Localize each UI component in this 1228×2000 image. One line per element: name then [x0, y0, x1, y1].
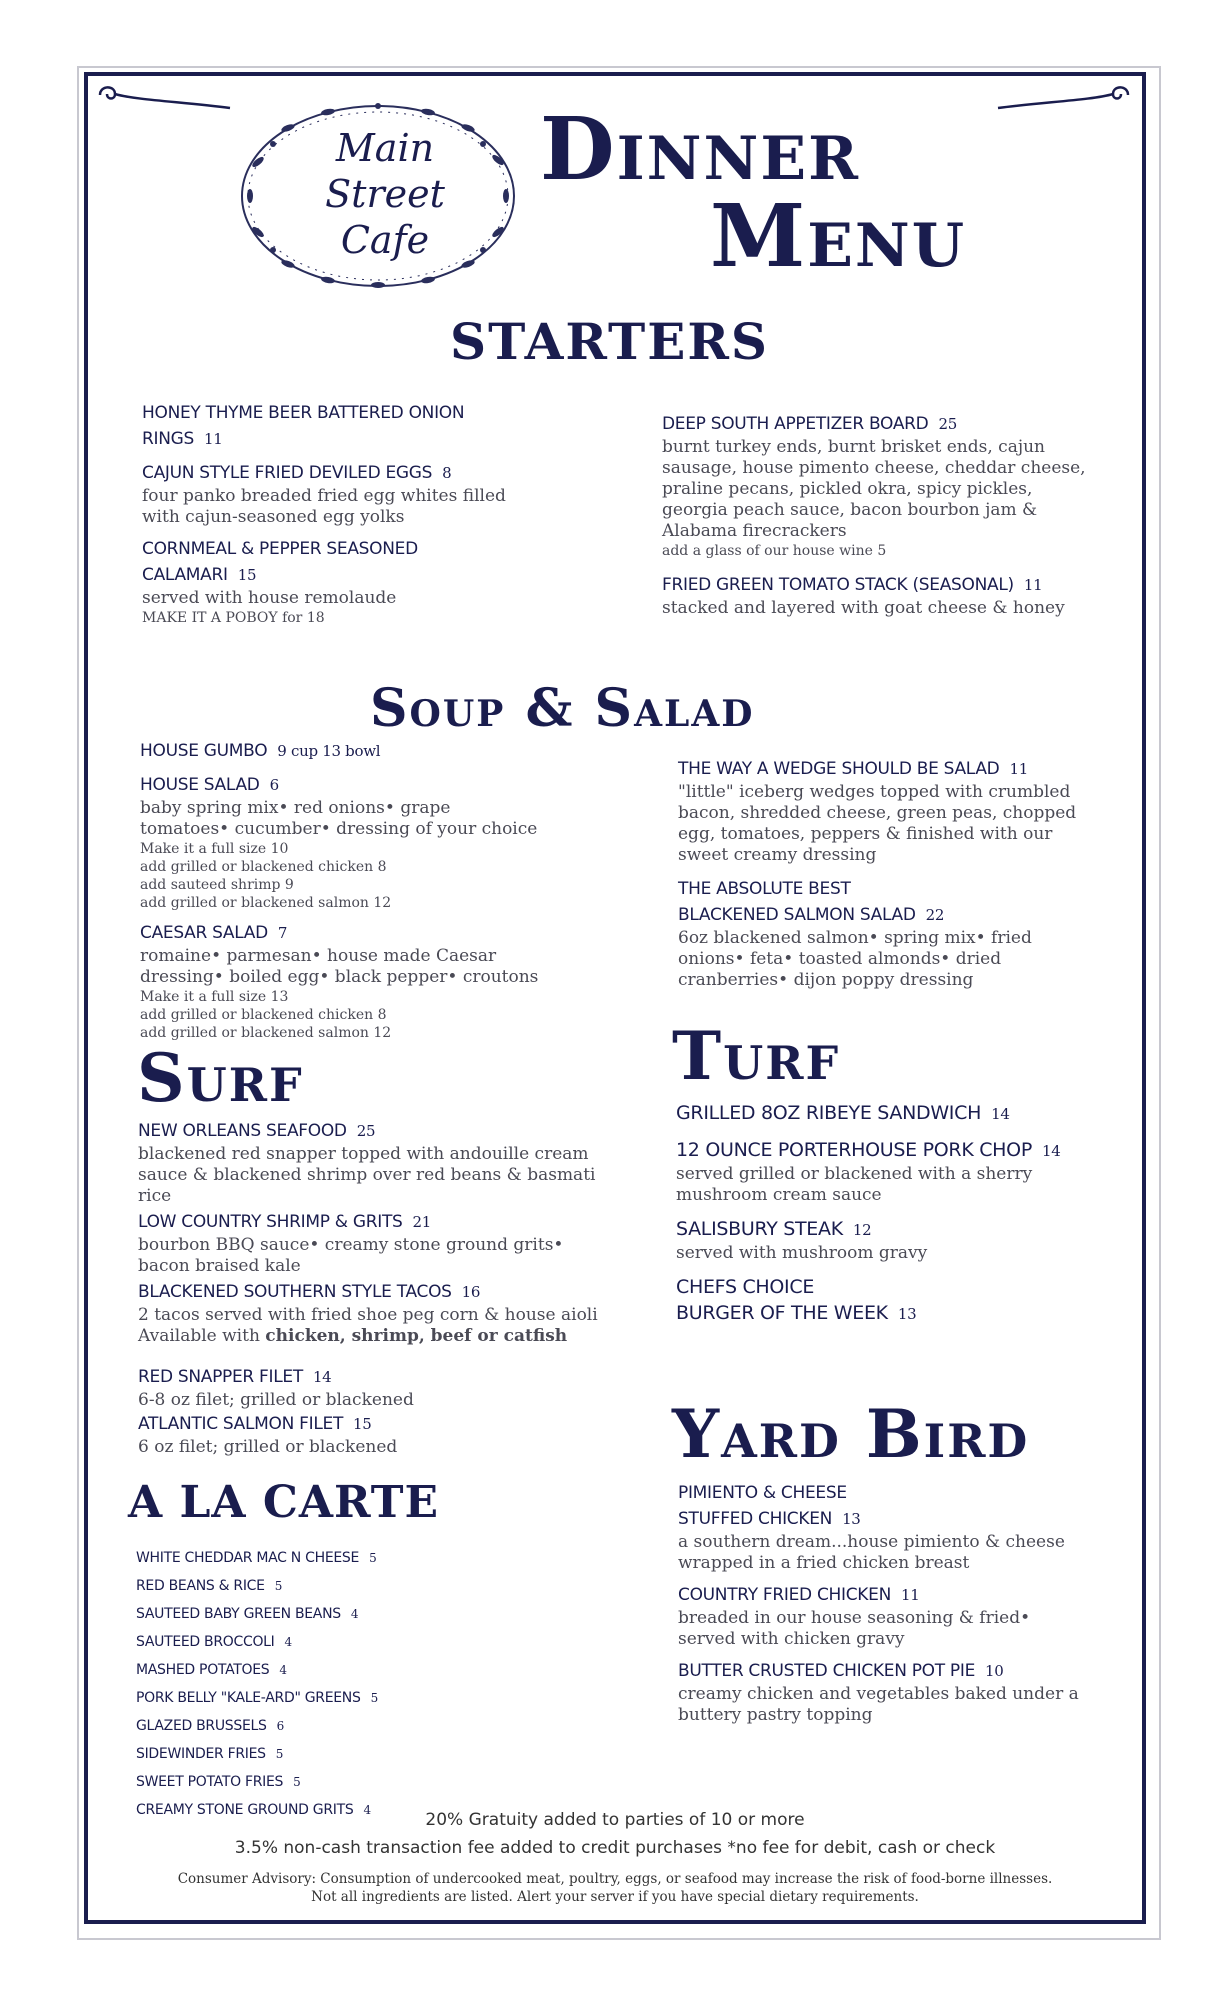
item-price: 13 [842, 1510, 861, 1528]
item-name: SAUTEED BROCCOLI [136, 1634, 275, 1650]
item-name: MASHED POTATOES [136, 1662, 270, 1678]
item-note: MAKE IT A POBOY for 18 [142, 610, 325, 626]
menu-item [678, 876, 1088, 991]
menu-item [142, 536, 522, 627]
item-name: STUFFED CHICKEN [678, 1509, 833, 1529]
starters-right [662, 411, 1092, 627]
menu-item [140, 738, 540, 764]
item-description: 6-8 oz filet; grilled or blackened [138, 1390, 414, 1410]
menu-item [676, 1137, 1106, 1206]
page-title-line-2: Menu [710, 186, 967, 287]
item-note: add grilled or blackened chicken 8 [140, 1007, 387, 1023]
item-description: burnt turkey ends, burnt brisket ends, cajun sausage, house pimento cheese, cheddar cheese, praline pecans, pickled okra, spicy pickles, georgia peach sauce, bacon bourbon jam & Alabama firecrackers [662, 437, 1086, 541]
item-name: BURGER OF THE WEEK [676, 1302, 888, 1324]
menu-item [138, 1411, 598, 1458]
item-description: served grilled or blackened with a sherry mushroom cream sauce [676, 1164, 1033, 1205]
item-note: Make it a full size 10 [140, 841, 289, 857]
item-price: 7 [277, 924, 288, 942]
logo-line-2: Street [325, 172, 445, 216]
item-note: add grilled or blackened chicken 8 [140, 859, 387, 875]
item-description: 6 oz filet; grilled or blackened [138, 1437, 398, 1457]
protein-options: chicken, shrimp, beef or catfish [265, 1326, 568, 1346]
item-note: add a glass of our house wine 5 [662, 543, 887, 559]
item-description: served with mushroom gravy [676, 1243, 928, 1263]
item-price: 15 [237, 566, 257, 584]
item-description: creamy chicken and vegetables baked under a buttery pastry topping [678, 1684, 1079, 1725]
item-price: 6 [276, 1719, 284, 1733]
item-name: BLACKENED SALMON SALAD [678, 905, 916, 925]
list-item [136, 1628, 536, 1656]
soup-salad-left [140, 738, 540, 1050]
item-description: a southern dream...house pimiento & cheese wrapped in a fried chicken breast [678, 1532, 1065, 1573]
item-price: 8 [442, 464, 452, 482]
item-name: LOW COUNTRY SHRIMP & GRITS [138, 1212, 403, 1232]
left-flourish [95, 80, 235, 110]
item-note: add grilled or blackened salmon 12 [140, 1025, 392, 1041]
item-name: NEW ORLEANS SEAFOOD [138, 1121, 347, 1141]
starters-heading: STARTERS [450, 312, 770, 371]
a-la-carte-heading: A LA CARTE [128, 1477, 440, 1528]
item-name: GRILLED 8OZ RIBEYE SANDWICH [676, 1102, 982, 1124]
item-price: 11 [1009, 760, 1028, 778]
consumer-advisory [130, 1870, 1100, 1906]
item-name: HOUSE SALAD [140, 775, 260, 795]
item-name: RED BEANS & RICE [136, 1578, 265, 1594]
item-price: 16 [461, 1283, 481, 1301]
item-name: SALISBURY STEAK [676, 1218, 843, 1240]
item-name-line-1: PIMIENTO & CHEESE [678, 1483, 847, 1503]
item-price: 12 [852, 1221, 872, 1239]
item-name: BLACKENED SOUTHERN STYLE TACOS [138, 1282, 452, 1302]
item-note: add grilled or blackened salmon 12 [140, 895, 392, 911]
menu-item [138, 1364, 598, 1411]
a-la-carte-list [136, 1544, 536, 1824]
item-name: DEEP SOUTH APPETIZER BOARD [662, 414, 929, 434]
item-description: four panko breaded fried egg whites filled with cajun-seasoned egg yolks [142, 486, 506, 527]
item-description: "little" iceberg wedges topped with crumbled bacon, shredded cheese, green peas, chopped egg, tomatoes, peppers & finished with our sweet creamy dressing [678, 782, 1077, 865]
menu-item [678, 1480, 1088, 1574]
gratuity-note: 20% Gratuity added to parties of 10 or more [425, 1810, 805, 1830]
surf-heading: Surf [137, 1039, 304, 1117]
menu-item [676, 1274, 1106, 1327]
list-item [136, 1600, 536, 1628]
item-price: 11 [901, 1586, 920, 1604]
surf-fillets [138, 1364, 598, 1458]
logo-line-3: Cafe [340, 218, 430, 262]
item-price: 13 [897, 1305, 917, 1323]
item-price: 25 [356, 1122, 376, 1140]
item-price: 6 [269, 776, 279, 794]
item-description: romaine• parmesan• house made Caesar dressing• boiled egg• black pepper• croutons [140, 946, 539, 987]
item-price: 15 [353, 1415, 372, 1433]
starters-left [142, 400, 522, 635]
logo-text [300, 125, 470, 263]
list-item [136, 1684, 536, 1712]
list-item [136, 1740, 536, 1768]
item-description: breaded in our house seasoning & fried• served with chicken gravy [678, 1608, 1031, 1649]
item-name: THE WAY A WEDGE SHOULD BE SALAD [678, 759, 1000, 779]
item-price: 14 [312, 1368, 332, 1386]
item-description: 2 tacos served with fried shoe peg corn & house aioli [138, 1305, 598, 1325]
item-name: SAUTEED BABY GREEN BEANS [136, 1606, 341, 1622]
item-name: ATLANTIC SALMON FILET [138, 1414, 344, 1434]
item-price: 4 [279, 1663, 287, 1677]
item-price: 5 [274, 1579, 283, 1593]
item-name: 12 OUNCE PORTERHOUSE PORK CHOP [676, 1139, 1032, 1161]
surf-items [138, 1118, 598, 1355]
menu-item [138, 1279, 598, 1347]
item-price: 11 [1023, 576, 1043, 594]
item-price: 14 [1041, 1142, 1061, 1160]
menu-item [138, 1209, 598, 1277]
item-note: add sauteed shrimp 9 [140, 877, 294, 893]
item-availability: Available with chicken, shrimp, beef or catfish [138, 1326, 568, 1346]
yard-bird-heading: Yard Bird [672, 1395, 1030, 1473]
menu-item [678, 1658, 1088, 1726]
item-name: FRIED GREEN TOMATO STACK (SEASONAL) [662, 575, 1014, 595]
item-price: 5 [369, 1551, 377, 1565]
item-description: blackened red snapper topped with andouille cream sauce & blackened shrimp over red beans & basmati rice [138, 1144, 596, 1206]
item-price: 9 cup 13 bowl [277, 742, 381, 760]
item-name: PORK BELLY "KALE-ARD" GREENS [136, 1690, 361, 1706]
item-price: 11 [204, 430, 223, 448]
item-price: 10 [985, 1662, 1004, 1680]
item-name: BUTTER CRUSTED CHICKEN POT PIE [678, 1661, 976, 1681]
item-price: 25 [938, 415, 957, 433]
item-price: 5 [370, 1691, 378, 1705]
turf-items [676, 1100, 1106, 1327]
item-name: CAESAR SALAD [140, 923, 268, 943]
item-name: CORNMEAL & PEPPER SEASONED CALAMARI [142, 539, 418, 585]
item-name: COUNTRY FRIED CHICKEN [678, 1585, 891, 1605]
menu-item [678, 1582, 1088, 1650]
right-flourish [993, 80, 1133, 110]
list-item [136, 1768, 536, 1796]
item-name: HONEY THYME BEER BATTERED ONION RINGS [142, 403, 465, 449]
menu-item [142, 400, 522, 452]
item-name: RED SNAPPER FILET [138, 1367, 303, 1387]
item-price: 4 [363, 1803, 371, 1817]
item-name: GLAZED BRUSSELS [136, 1718, 267, 1734]
item-price: 5 [275, 1747, 284, 1761]
menu-item [140, 920, 540, 1042]
menu-item [140, 772, 540, 912]
item-price: 5 [293, 1775, 301, 1789]
item-price: 21 [412, 1213, 432, 1231]
item-price: 22 [925, 906, 945, 924]
menu-item [662, 572, 1092, 619]
transaction-fee-note: 3.5% non-cash transaction fee added to credit purchases *no fee for debit, cash or check [234, 1838, 996, 1858]
menu-item [662, 411, 1092, 560]
logo-line-1: Main [335, 126, 435, 170]
soup-salad-heading: Soup & Salad [370, 678, 755, 739]
list-item [136, 1572, 536, 1600]
turf-heading: Turf [672, 1017, 841, 1095]
item-name: SWEET POTATO FRIES [136, 1774, 284, 1790]
item-price: 14 [991, 1105, 1010, 1123]
item-description: baby spring mix• red onions• grape tomatoes• cucumber• dressing of your choice [140, 798, 538, 839]
list-item [136, 1656, 536, 1684]
item-name-line-1: CHEFS CHOICE [676, 1276, 815, 1298]
item-price: 4 [284, 1635, 292, 1649]
menu-item [676, 1100, 1106, 1127]
item-name: HOUSE GUMBO [140, 741, 268, 761]
item-name: SIDEWINDER FRIES [136, 1746, 266, 1762]
advisory-line-2: Not all ingredients are listed. Alert your server if you have special dietary requirements. [311, 1889, 919, 1905]
list-item [136, 1712, 536, 1740]
menu-item [138, 1118, 598, 1207]
item-description: 6oz blackened salmon• spring mix• fried onions• feta• toasted almonds• dried cranberries• dijon poppy dressing [678, 928, 1032, 990]
menu-item [142, 460, 522, 528]
menu-item [676, 1216, 1106, 1264]
item-note: Make it a full size 13 [140, 989, 289, 1005]
advisory-line-1: Consumer Advisory: Consumption of undercooked meat, poultry, eggs, or seafood may increase the risk of food-borne illnesses. [177, 1871, 1053, 1887]
list-item [136, 1544, 536, 1572]
soup-salad-right [678, 756, 1088, 999]
item-name-line-1: THE ABSOLUTE BEST [678, 879, 851, 899]
item-price: 4 [350, 1607, 359, 1621]
item-description: stacked and layered with goat cheese & honey [662, 598, 1065, 618]
menu-item [678, 756, 1088, 866]
yard-bird-items [678, 1480, 1088, 1734]
item-description: bourbon BBQ sauce• creamy stone ground grits• bacon braised kale [138, 1235, 564, 1276]
page-title-line-1: Dinner [540, 99, 860, 200]
item-name: CAJUN STYLE FRIED DEVILED EGGS [142, 463, 433, 483]
item-description: served with house remolaude [142, 588, 397, 608]
item-name: WHITE CHEDDAR MAC N CHEESE [136, 1550, 360, 1566]
item-name: CREAMY STONE GROUND GRITS [136, 1802, 354, 1818]
